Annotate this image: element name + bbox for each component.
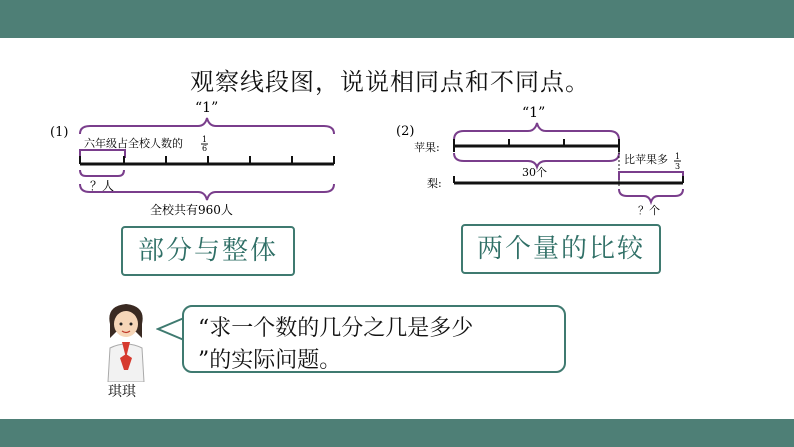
diagram1-bottom-brace (80, 184, 334, 200)
bottom-band (0, 419, 794, 447)
diagram1-part-bracket (80, 150, 125, 158)
diagram1-part-brace (80, 170, 124, 176)
speech-bubble (182, 305, 566, 373)
diagram1-top-brace (80, 118, 334, 134)
apple-label: 苹果: (414, 141, 440, 154)
comparison-label: 两个量的比较 (461, 224, 661, 274)
diagram1-unit-label: “1” (195, 100, 219, 116)
apple-brace (454, 153, 619, 167)
pear-label: 梨: (427, 177, 442, 190)
speech-line1: “求一个数的几分之几是多少 (198, 316, 474, 341)
page-title: 观察线段图，说说相同点和不同点。 (190, 68, 590, 96)
more-label: 比苹果多 (624, 153, 668, 166)
part-whole-label: 部分与整体 (121, 226, 295, 276)
more-num: 1 (675, 152, 681, 161)
diagram1-fraction-num: 1 (202, 135, 208, 144)
character-name: 琪琪 (108, 384, 136, 400)
diagram1-part-label: ？人 (90, 179, 115, 193)
diagram1-fraction-label: 六年级占全校人数的 (84, 137, 183, 150)
girl-avatar (96, 298, 156, 382)
diagram2-unit-label: “1” (522, 105, 546, 121)
diagram2-top-brace (454, 123, 619, 140)
more-den: 3 (675, 162, 681, 171)
apple-value: 30个 (522, 166, 547, 179)
speech-line2: ”的实际问题。 (198, 348, 342, 373)
extra-top-bracket (619, 172, 683, 180)
extra-brace (619, 189, 683, 202)
diagram2-index: (2) (396, 124, 415, 139)
diagram1-index: (1) (50, 125, 69, 140)
diagram1-whole-label: 全校共有960人 (150, 203, 233, 217)
diagram1-fraction-den: 6 (202, 144, 208, 153)
extra-question: ？个 (638, 204, 660, 217)
